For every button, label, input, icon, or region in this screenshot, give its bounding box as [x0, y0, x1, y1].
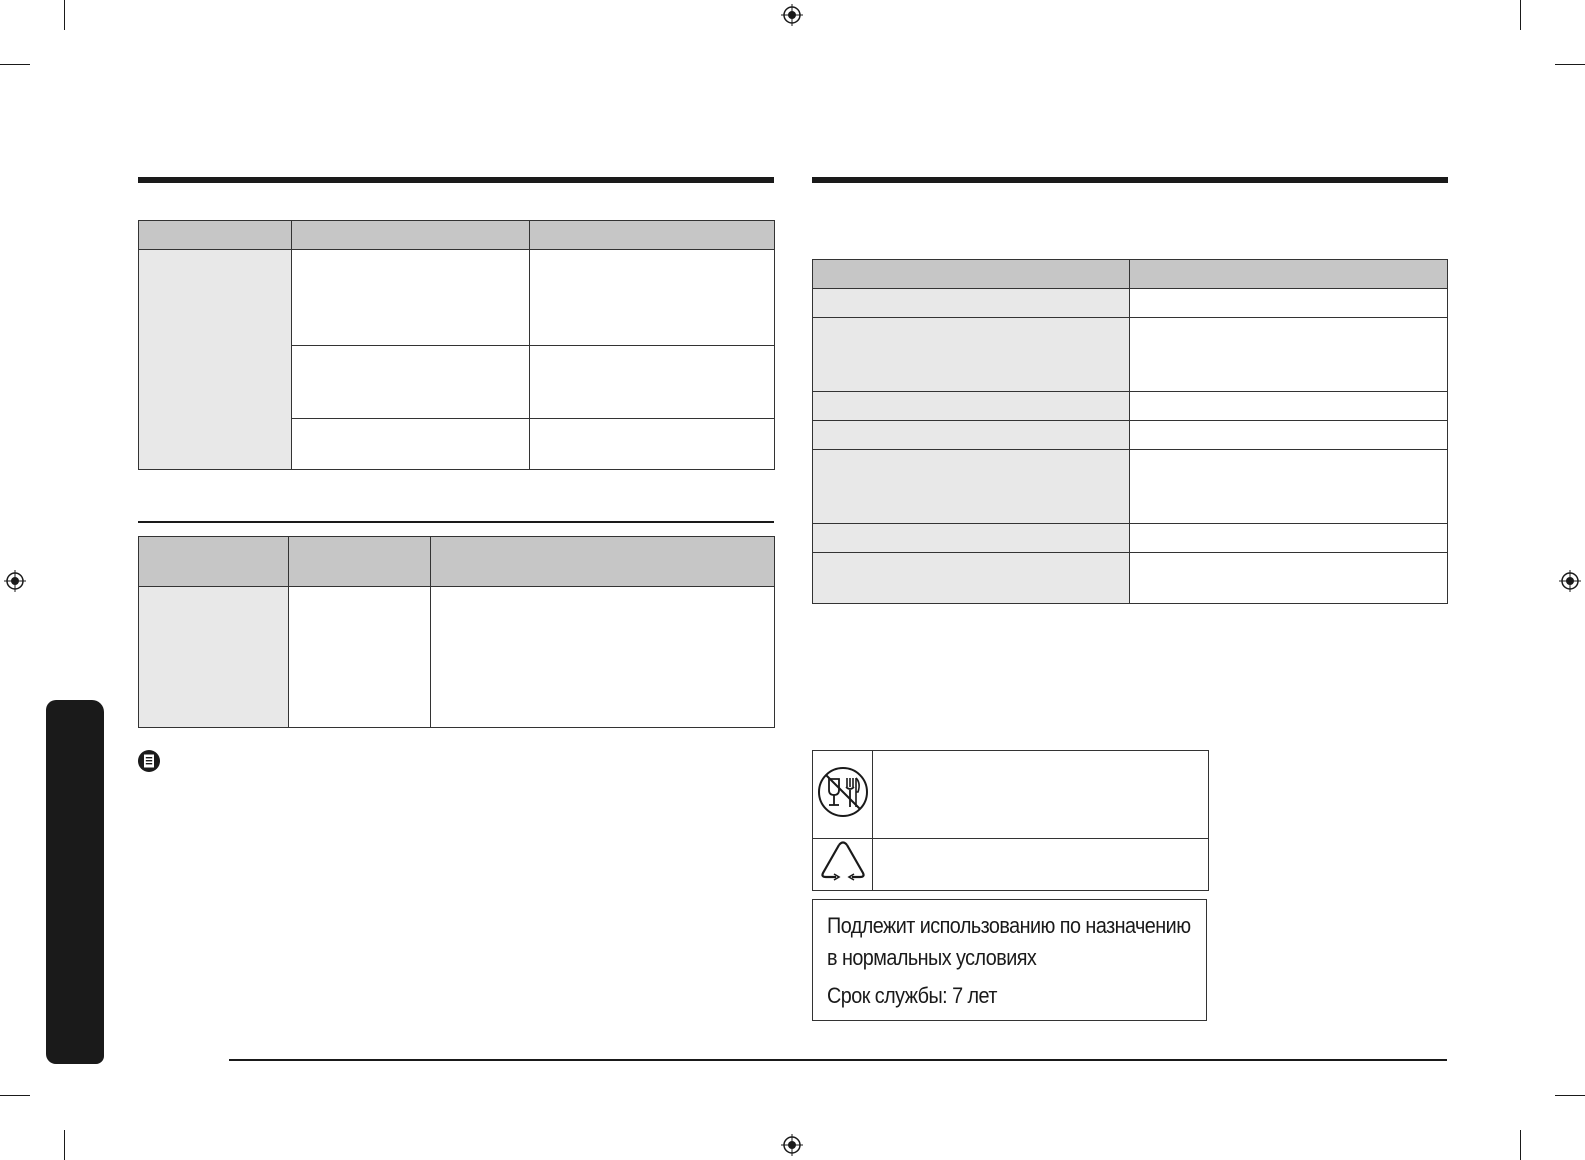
table-header-cell	[289, 537, 431, 587]
table-row-label-cell	[813, 524, 1130, 553]
table-cell	[530, 346, 775, 419]
table-cell	[1130, 450, 1448, 524]
table-row-label-cell	[813, 450, 1130, 524]
crop-mark-bottom-right-v	[1520, 1130, 1521, 1160]
symbol-icon-cell	[813, 751, 873, 839]
table-cell	[292, 250, 530, 346]
table-row-label-cell	[813, 553, 1130, 604]
crop-mark-top-left-h	[0, 64, 30, 65]
table-cell	[431, 587, 775, 728]
registration-target-icon	[1559, 570, 1581, 592]
footer-rule	[229, 1059, 1447, 1061]
registration-target-icon	[4, 570, 26, 592]
table-header-cell	[292, 221, 530, 250]
crop-mark-bottom-left-v	[64, 1130, 65, 1160]
table-header-cell	[431, 537, 775, 587]
notice-service-life: Срок службы: 7 лет	[827, 983, 997, 1008]
table-row-label-cell	[139, 587, 289, 728]
table-row-label-cell	[813, 289, 1130, 318]
right-specs-table	[812, 259, 1448, 604]
notice-usage-line-2: в нормальных условиях	[827, 945, 1037, 970]
table-row-label-cell	[813, 318, 1130, 392]
table-cell	[1130, 524, 1448, 553]
table-cell	[292, 346, 530, 419]
table-header-cell	[530, 221, 775, 250]
registration-target-icon	[781, 1134, 803, 1156]
table-row-label-cell	[813, 421, 1130, 450]
crop-mark-top-left-v	[64, 0, 65, 30]
symbol-table	[812, 750, 1209, 891]
symbol-description-cell	[873, 839, 1209, 891]
table-header-cell	[1130, 260, 1448, 289]
crop-mark-top-right-v	[1520, 0, 1521, 30]
crop-mark-top-right-h	[1555, 64, 1585, 65]
left-subsection-rule	[138, 521, 774, 523]
not-for-food-contact-icon	[816, 765, 870, 819]
symbol-icon-cell	[813, 839, 873, 891]
registration-target-icon	[781, 4, 803, 26]
table-header-cell	[813, 260, 1130, 289]
table-header-cell	[139, 221, 292, 250]
table-cell	[530, 419, 775, 470]
table-cell	[1130, 392, 1448, 421]
table-cell	[1130, 553, 1448, 604]
left-table-top	[138, 220, 775, 470]
left-table-bottom	[138, 536, 775, 728]
symbol-description-cell	[873, 751, 1209, 839]
table-cell	[1130, 318, 1448, 392]
table-cell	[289, 587, 431, 728]
left-section-rule	[138, 177, 774, 183]
table-cell	[1130, 289, 1448, 318]
chapter-side-tab	[46, 700, 104, 1064]
note-icon	[137, 749, 161, 773]
service-life-notice	[812, 899, 1207, 1021]
table-cell	[1130, 421, 1448, 450]
notice-usage-line-1: Подлежит использованию по назначению	[827, 913, 1191, 938]
right-section-rule	[812, 177, 1448, 183]
table-cell	[530, 250, 775, 346]
table-row-label-cell	[813, 392, 1130, 421]
table-row-label-cell	[139, 250, 292, 470]
table-cell	[292, 419, 530, 470]
crop-mark-bottom-right-h	[1555, 1095, 1585, 1096]
recycling-triangle-icon	[818, 839, 868, 885]
table-header-cell	[139, 537, 289, 587]
crop-mark-bottom-left-h	[0, 1095, 30, 1096]
